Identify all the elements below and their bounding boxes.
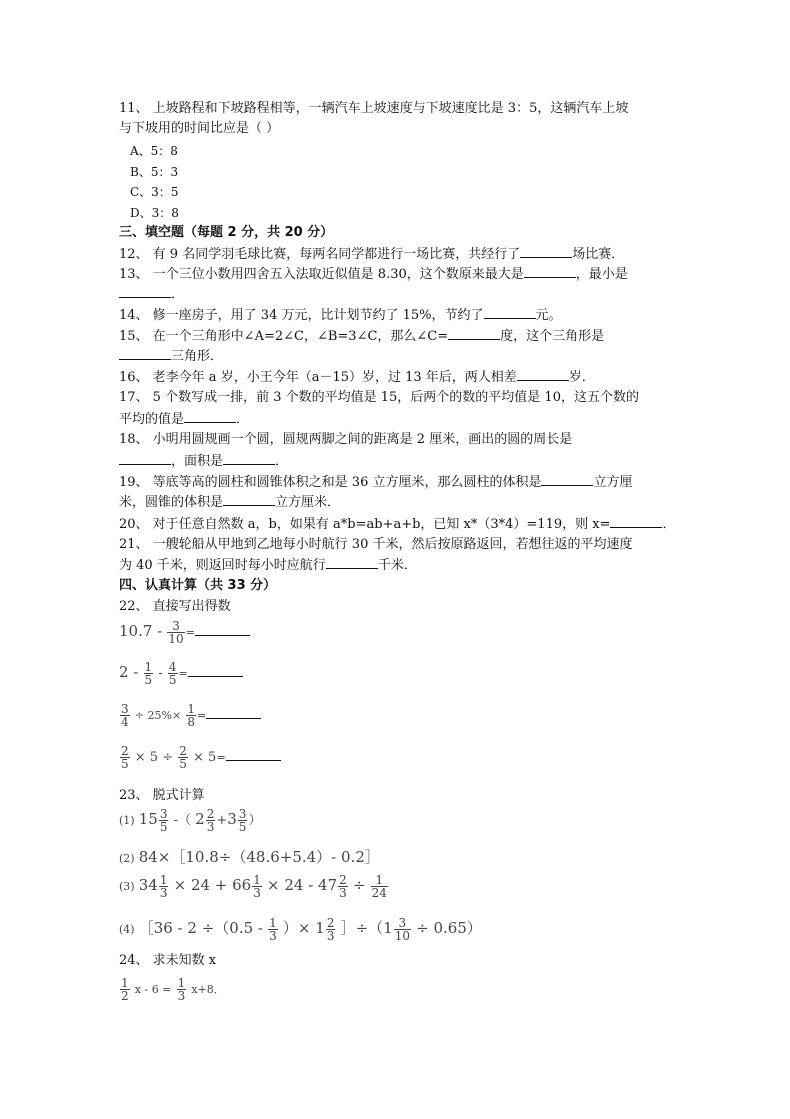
q21-text-end: 千米．: [377, 558, 417, 573]
q15-text: 15、 在一个三角形中∠A=2∠C，∠B=3∠C，那么∠C=: [119, 329, 449, 344]
whole: 15: [138, 810, 158, 828]
q21-blank[interactable]: [326, 556, 378, 569]
q24-equation: [119, 977, 225, 1002]
q20: [119, 515, 676, 534]
q17-line2: [119, 410, 249, 429]
num: 2: [179, 744, 187, 758]
num: 1: [144, 660, 153, 674]
q15-blank-1[interactable]: [448, 327, 500, 340]
q23-part-2: [119, 846, 380, 867]
den: 10: [168, 632, 184, 646]
den: 10: [394, 929, 410, 943]
den: 8: [187, 715, 195, 729]
frac: [120, 977, 130, 1002]
num: 1: [121, 976, 129, 990]
q18-line1: 18、 小明用圆规画一个圆，圆规两脚之间的距离是 2 厘米，画出的圆的周长是: [119, 432, 573, 447]
den: 3: [177, 989, 186, 1003]
num: 3: [394, 917, 411, 930]
q17-line1: 17、 5 个数写成一排，前 3 个数的平均值是 15，后两个的数的平均值是 10，这五个数的: [119, 390, 639, 405]
q14-text-end: 元。: [535, 308, 562, 323]
q23-part-1: [119, 808, 261, 833]
q22-e2-frac-1: [144, 661, 154, 686]
q22-e2-blank[interactable]: [188, 664, 243, 677]
den: 3: [269, 929, 277, 943]
num: 3: [159, 807, 168, 821]
num: 3: [121, 702, 129, 716]
op: ÷: [352, 876, 366, 894]
whole: 34: [138, 876, 158, 894]
q22-expr-3: [119, 703, 261, 728]
q22-e2-frac-2: [168, 661, 178, 686]
den: 5: [144, 673, 153, 687]
num: 2: [121, 744, 129, 758]
frac: [326, 917, 336, 942]
q14: [119, 306, 562, 325]
q19-text-mid: 立方厘: [593, 475, 633, 490]
q22-e4-frac-2: [178, 745, 188, 770]
label: (2): [119, 852, 135, 865]
q22-e1-text: 10.7 -: [119, 622, 163, 640]
op: × 24 + 66: [173, 876, 252, 894]
den: 5: [159, 820, 168, 834]
den: 3: [253, 886, 261, 900]
q13-blank-2[interactable]: [119, 285, 171, 298]
q22-e4-blank[interactable]: [226, 748, 281, 761]
op: × 5: [193, 750, 217, 765]
q18-blank-1[interactable]: [119, 452, 171, 465]
q18-blank-2[interactable]: [223, 452, 275, 465]
q15-text-mid: 度，这个三角形是: [500, 329, 605, 344]
q11-option-a: A、5：8: [130, 144, 178, 158]
frac: [159, 808, 169, 833]
frac: [177, 977, 187, 1002]
den: 4: [121, 715, 129, 729]
q12-blank[interactable]: [520, 245, 572, 258]
op: x+8．: [191, 983, 225, 996]
q19-blank-2[interactable]: [223, 493, 275, 506]
q23-part-4: [119, 917, 482, 942]
frac: [252, 874, 262, 899]
q19-line1: [119, 473, 633, 492]
op: ］÷（1: [340, 919, 393, 937]
q11-line1: 11、 上坡路程和下坡路程相等，一辆汽车上坡速度与下坡速度比是 3：5，这辆汽车上坡: [119, 101, 629, 116]
op: × 5 ÷: [134, 750, 174, 765]
num: 2: [206, 807, 215, 821]
num: 1: [159, 873, 168, 887]
op: -（: [173, 813, 192, 828]
q20-blank[interactable]: [610, 515, 662, 528]
op: +: [216, 813, 228, 828]
den: 3: [159, 886, 168, 900]
frac: [338, 874, 348, 899]
q22-e3-frac-2: [186, 703, 196, 728]
q22-expr-4: [119, 745, 281, 770]
q14-text: 14、 修一座房子，用了 34 万元，比计划节约了 15%，节约了: [119, 308, 484, 323]
q15: [119, 327, 604, 346]
section-3-title: 三、填空题（每题 2 分，共 20 分）: [119, 225, 334, 240]
den: 5: [168, 673, 177, 687]
frac: [394, 917, 411, 942]
q22-expr-1: [119, 620, 250, 645]
section-4-title: 四、认真计算（共 33 分）: [119, 578, 277, 593]
expr: 84×［10.8÷（48.6+5.4）- 0.2］: [138, 848, 380, 866]
q16: [119, 368, 595, 387]
frac: [238, 808, 248, 833]
num: 1: [371, 874, 388, 887]
q13-text: 13、 一个三位小数用四舍五入法取近似值是 8.30，这个数原来最大是: [119, 267, 524, 282]
label: (4): [119, 923, 135, 936]
q19-blank-1[interactable]: [541, 473, 593, 486]
q20-text: 20、 对于任意自然数 a，b，如果有 a*b=ab+a+b，已知 x*（3*4）=119，则 x=: [119, 517, 611, 532]
q20-text-end: ．: [662, 517, 676, 532]
num: 1: [253, 873, 261, 887]
q22-e4-frac-1: [120, 745, 130, 770]
q13-text-end: ．: [171, 287, 185, 302]
label: (1): [119, 814, 135, 827]
q22-e3-frac-1: [120, 703, 130, 728]
op: ）: [248, 813, 262, 828]
q11-option-d: D、3：8: [130, 206, 179, 220]
q21-text: 为 40 千米，则返回时每小时应航行: [119, 558, 326, 573]
num: 1: [177, 976, 186, 990]
q18-line2: [119, 452, 288, 471]
op: ［36 - 2 ÷（0.5 -: [138, 919, 263, 937]
q22-title: 22、 直接写出得数: [119, 599, 231, 614]
q19-text-end: 立方厘米．: [275, 495, 341, 510]
op: x - 6 =: [134, 983, 172, 996]
q22-e1-frac: [167, 620, 184, 645]
q17-blank[interactable]: [184, 410, 236, 423]
q16-text: 16、 老李今年 a 岁，小王今年（a－15）岁，过 13 年后，两人相差: [119, 370, 517, 385]
q22-e1-blank[interactable]: [195, 623, 250, 636]
q16-text-end: 岁．: [568, 370, 595, 385]
q12-text: 12、 有 9 名同学羽毛球比赛，每两名同学都进行一场比赛，共经行了: [119, 247, 521, 262]
frac: [268, 917, 278, 942]
num: 2: [339, 873, 347, 887]
q17-text: 平均的值是: [119, 412, 185, 427]
q22-e3-blank[interactable]: [206, 706, 261, 719]
q13: [119, 265, 628, 284]
eq: =: [178, 667, 188, 680]
eq: =: [216, 751, 226, 764]
q22-e2-text: 2 -: [119, 663, 139, 681]
q14-blank[interactable]: [484, 306, 536, 319]
q23-part-3: [119, 874, 389, 899]
q12: [119, 245, 624, 264]
q13-line2: [119, 285, 184, 304]
q24-title: 24、 求未知数 x: [119, 953, 217, 968]
op: ）× 1: [282, 919, 325, 937]
label: (3): [119, 880, 135, 893]
q21-line2: [119, 556, 417, 575]
num: 1: [187, 702, 195, 716]
q17-text-end: ．: [236, 412, 250, 427]
whole: 2: [195, 810, 205, 828]
q16-blank[interactable]: [517, 368, 569, 381]
q13-text-mid: ，最小是: [575, 267, 628, 282]
q19-line2: [119, 493, 340, 512]
num: 4: [168, 660, 177, 674]
den: 5: [121, 757, 129, 771]
q18-text-mid: ，面积是: [171, 454, 224, 469]
q11-option-c: C、3：5: [130, 185, 179, 199]
den: 5: [238, 820, 247, 834]
num: 2: [326, 916, 335, 930]
q15-line2: [119, 347, 223, 366]
den: 3: [339, 886, 347, 900]
op: -: [158, 666, 163, 681]
den: 2: [121, 989, 129, 1003]
op: ÷ 25%×: [134, 709, 182, 722]
num: 1: [269, 916, 277, 930]
whole: 3: [227, 810, 237, 828]
q23-title: 23、 脱式计算: [119, 788, 205, 803]
frac: [371, 874, 388, 899]
q21-line1: 21、 一艘轮船从甲地到乙地每小时航行 30 千米，然后按原路返回，若想往返的平均速度: [119, 537, 633, 552]
frac: [206, 808, 216, 833]
eq: =: [185, 626, 195, 639]
frac: [159, 874, 169, 899]
den: 5: [179, 757, 187, 771]
q18-text-end: ．: [275, 454, 289, 469]
q11-line2: 与下坡用的时间比应是（ ）: [119, 121, 280, 136]
num: 3: [167, 620, 184, 633]
eq: =: [196, 709, 207, 722]
num: 3: [238, 807, 247, 821]
q11-option-b: B、5：3: [130, 165, 179, 179]
den: 24: [371, 886, 387, 900]
op: ÷ 0.65）: [416, 919, 482, 937]
op: × 24 - 47: [267, 876, 338, 894]
den: 3: [326, 929, 335, 943]
q15-text-end: 三角形．: [171, 349, 224, 364]
q12-text-end: 场比赛．: [572, 247, 625, 262]
q19-text: 19、 等底等高的圆柱和圆锥体积之和是 36 立方厘米，那么圆柱的体积是: [119, 475, 542, 490]
den: 3: [206, 820, 215, 834]
q13-blank-1[interactable]: [524, 265, 576, 278]
q22-expr-2: [119, 661, 243, 686]
q19-text-2: 米，圆锥的体积是: [119, 495, 224, 510]
q15-blank-2[interactable]: [119, 347, 171, 360]
